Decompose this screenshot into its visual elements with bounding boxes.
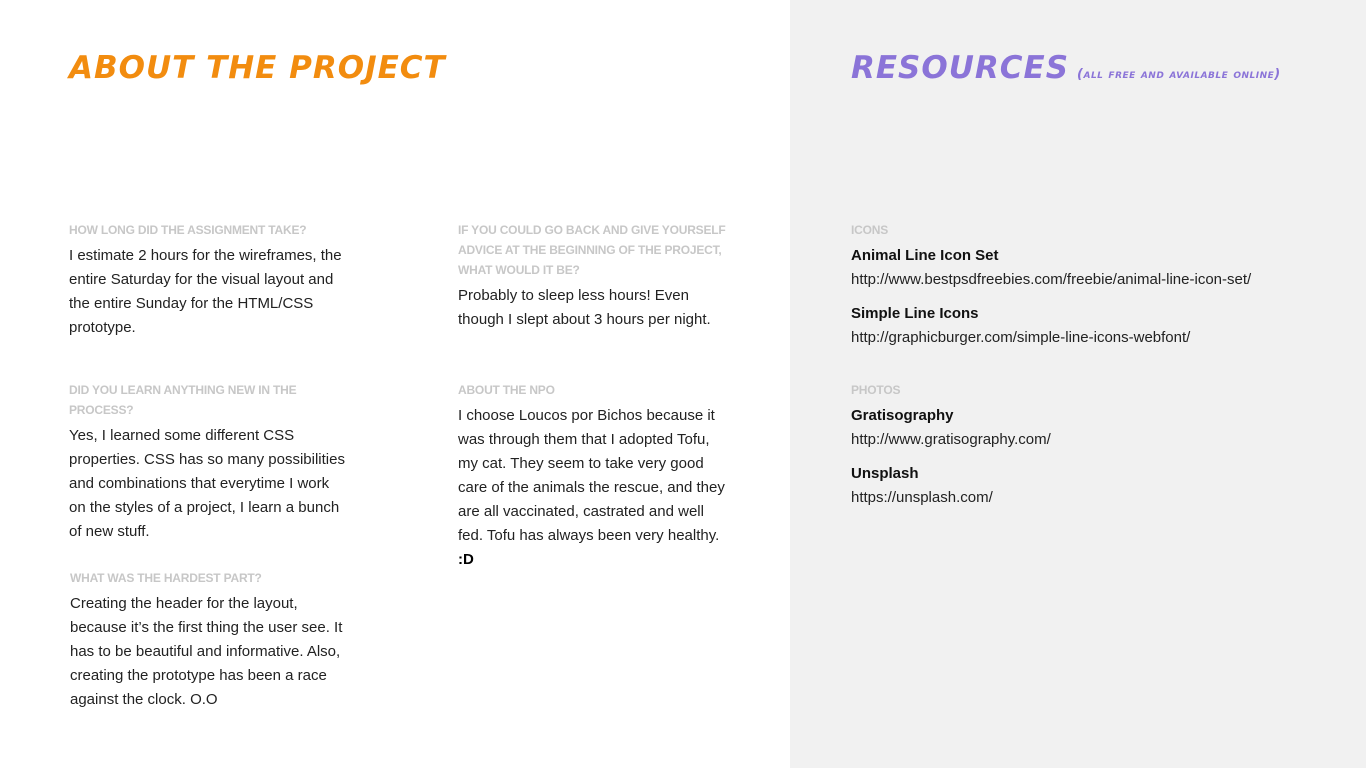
resources-title-text: RESOURCES bbox=[851, 50, 1070, 86]
icons-heading: ICONS bbox=[851, 223, 889, 237]
resources-subtitle: (all free and available online) bbox=[1077, 67, 1281, 82]
answer-emphasis: :D bbox=[458, 551, 474, 568]
answer-body: I choose Loucos por Bichos because it was through them that I adopted Tofu, my cat. They seem to take very good care of the animals the rescue, and they are all vaccinated, castrated and well fed. Tofu has always been very healthy. bbox=[458, 407, 725, 544]
resource-item bbox=[851, 244, 1321, 292]
photos-heading: PHOTOS bbox=[851, 383, 901, 397]
answer-text bbox=[458, 404, 733, 572]
resource-item bbox=[851, 404, 1321, 452]
resource-item bbox=[851, 462, 1321, 510]
photos-section bbox=[851, 380, 1321, 520]
about-title: ABOUT THE PROJECT bbox=[69, 50, 446, 86]
answer-text: Creating the header for the layout, because it’s the first thing the user see. It has to be beautiful and informative. Also, creating the prototype has been a race against the clock. O.O bbox=[70, 595, 343, 708]
question-label: WHAT WAS THE HARDEST PART? bbox=[70, 571, 262, 585]
resource-link[interactable]: http://www.gratisography.com/ bbox=[851, 431, 1051, 448]
question-label: HOW LONG DID THE ASSIGNMENT TAKE? bbox=[69, 223, 307, 237]
icons-section bbox=[851, 220, 1321, 360]
question-label: ABOUT THE NPO bbox=[458, 383, 555, 397]
resource-name: Gratisography bbox=[851, 407, 954, 424]
resource-name: Simple Line Icons bbox=[851, 305, 979, 322]
qa-learned-new bbox=[69, 380, 349, 544]
resource-name: Animal Line Icon Set bbox=[851, 247, 999, 264]
qa-advice bbox=[458, 220, 733, 332]
question-label: IF YOU COULD GO BACK AND GIVE YOURSELF ADVICE AT THE BEGINNING OF THE PROJECT, WHAT WOULD IT BE? bbox=[458, 223, 726, 277]
resource-link[interactable]: http://graphicburger.com/simple-line-icons-webfont/ bbox=[851, 329, 1191, 346]
qa-about-npo bbox=[458, 380, 733, 572]
answer-text: Probably to sleep less hours! Even though I slept about 3 hours per night. bbox=[458, 287, 711, 328]
resource-link[interactable]: https://unsplash.com/ bbox=[851, 489, 993, 506]
resource-link[interactable]: http://www.bestpsdfreebies.com/freebie/animal-line-icon-set/ bbox=[851, 271, 1252, 288]
question-label: DID YOU LEARN ANYTHING NEW IN THE PROCESS? bbox=[69, 383, 297, 417]
resource-name: Unsplash bbox=[851, 465, 919, 482]
answer-text: I estimate 2 hours for the wireframes, the entire Saturday for the visual layout and the entire Sunday for the HTML/CSS prototype. bbox=[69, 247, 342, 336]
resource-item bbox=[851, 302, 1321, 350]
resources-title bbox=[851, 50, 1281, 86]
qa-hardest-part bbox=[70, 568, 355, 712]
answer-text: Yes, I learned some different CSS properties. CSS has so many possibilities and combinations that everytime I work on the styles of a project, I learn a bunch of new stuff. bbox=[69, 427, 345, 540]
qa-assignment-duration bbox=[69, 220, 349, 340]
